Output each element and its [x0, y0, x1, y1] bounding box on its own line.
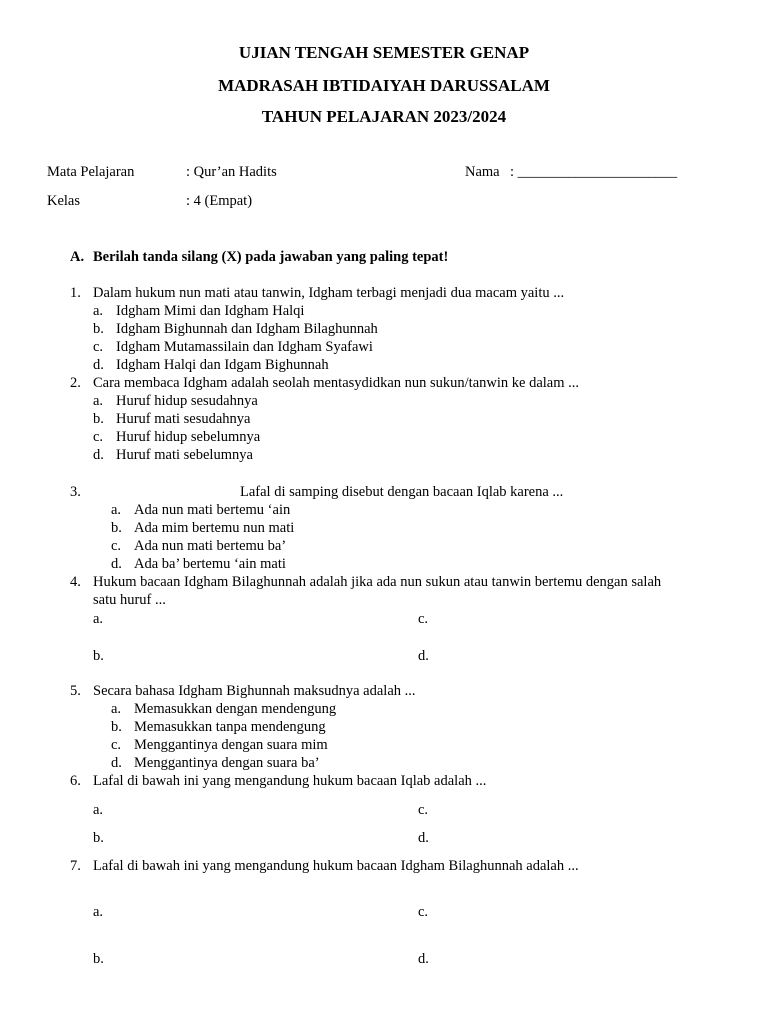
option-letter[interactable]: a.: [93, 802, 104, 818]
option-letter[interactable]: b.: [93, 830, 104, 846]
option-letter[interactable]: a.: [111, 701, 122, 717]
question-number: 6.: [70, 773, 81, 789]
question-text: Hukum bacaan Idgham Bilaghunnah adalah jika ada nun sukun atau tanwin bertemu dengan salah: [93, 574, 662, 590]
question-number: 2.: [70, 375, 81, 391]
question-text: Lafal di bawah ini yang mengandung hukum bacaan Iqlab adalah ...: [93, 773, 487, 789]
option-letter[interactable]: c.: [93, 339, 104, 355]
question-text: Cara membaca Idgham adalah seolah mentasydidkan nun sukun/tanwin ke dalam ...: [93, 375, 580, 391]
option-text: Huruf mati sebelumnya: [116, 447, 253, 463]
class-label: Kelas: [47, 193, 81, 209]
subject-label: Mata Pelajaran: [47, 164, 135, 180]
option-text: Huruf hidup sebelumnya: [116, 429, 261, 445]
option-letter[interactable]: c.: [93, 429, 104, 445]
option-letter[interactable]: d.: [93, 447, 104, 463]
option-letter[interactable]: b.: [93, 951, 104, 967]
exam-title: UJIAN TENGAH SEMESTER GENAP: [238, 43, 530, 62]
option-text: Idgham Bighunnah dan Idgham Bilaghunnah: [116, 321, 378, 337]
question-text: Lafal di samping disebut dengan bacaan Iqlab karena ...: [240, 484, 564, 500]
option-text: Idgham Mimi dan Idgham Halqi: [116, 303, 305, 319]
name-field[interactable]: : ______________________: [510, 164, 678, 180]
school-name: MADRASAH IBTIDAIYAH DARUSSALAM: [218, 76, 550, 95]
option-text: Ada mim bertemu nun mati: [134, 520, 295, 536]
class-value: : 4 (Empat): [186, 193, 253, 209]
option-letter[interactable]: d.: [418, 951, 429, 967]
option-text: Memasukkan dengan mendengung: [134, 701, 337, 717]
option-text: Memasukkan tanpa mendengung: [134, 719, 326, 735]
question-number: 3.: [70, 484, 81, 500]
option-text: Ada nun mati bertemu ‘ain: [134, 502, 291, 518]
option-letter[interactable]: c.: [418, 611, 429, 627]
option-letter[interactable]: b.: [93, 648, 104, 664]
option-letter[interactable]: a.: [93, 611, 104, 627]
question-text: Lafal di bawah ini yang mengandung hukum bacaan Idgham Bilaghunnah adalah ...: [93, 858, 579, 874]
option-letter[interactable]: b.: [93, 321, 104, 337]
option-letter[interactable]: c.: [418, 802, 429, 818]
subject-value: : Qur’an Hadits: [186, 164, 277, 180]
option-text: Idgham Halqi dan Idgam Bighunnah: [116, 357, 329, 373]
option-letter[interactable]: a.: [93, 393, 104, 409]
option-letter[interactable]: d.: [111, 556, 122, 572]
option-text: Menggantinya dengan suara mim: [134, 737, 328, 753]
option-letter[interactable]: d.: [418, 648, 429, 664]
option-letter[interactable]: b.: [111, 719, 122, 735]
option-letter[interactable]: d.: [111, 755, 122, 771]
option-letter[interactable]: d.: [418, 830, 429, 846]
option-text: Idgham Mutamassilain dan Idgham Syafawi: [116, 339, 373, 355]
option-letter[interactable]: c.: [111, 737, 122, 753]
question-number: 5.: [70, 683, 81, 699]
question-text-continued: satu huruf ...: [93, 592, 166, 608]
name-label: Nama: [465, 164, 500, 180]
question-number: 7.: [70, 858, 81, 874]
section-marker: A.: [70, 249, 85, 265]
option-letter[interactable]: c.: [418, 904, 429, 920]
academic-year: TAHUN PELAJARAN 2023/2024: [261, 107, 507, 126]
option-letter[interactable]: c.: [111, 538, 122, 554]
option-text: Huruf hidup sesudahnya: [116, 393, 258, 409]
option-text: Ada ba’ bertemu ‘ain mati: [134, 556, 286, 572]
option-letter[interactable]: a.: [93, 904, 104, 920]
option-text: Menggantinya dengan suara ba’: [134, 755, 320, 771]
option-letter[interactable]: a.: [93, 303, 104, 319]
question-number: 1.: [70, 285, 81, 301]
option-letter[interactable]: b.: [111, 520, 122, 536]
option-text: Ada nun mati bertemu ba’: [134, 538, 287, 554]
option-letter[interactable]: b.: [93, 411, 104, 427]
section-instruction: Berilah tanda silang (X) pada jawaban yang paling tepat!: [93, 249, 449, 265]
option-letter[interactable]: d.: [93, 357, 104, 373]
question-number: 4.: [70, 574, 81, 590]
option-letter[interactable]: a.: [111, 502, 122, 518]
question-text: Secara bahasa Idgham Bighunnah maksudnya adalah ...: [93, 683, 416, 699]
option-text: Huruf mati sesudahnya: [116, 411, 251, 427]
question-text: Dalam hukum nun mati atau tanwin, Idgham terbagi menjadi dua macam yaitu ...: [93, 285, 565, 301]
